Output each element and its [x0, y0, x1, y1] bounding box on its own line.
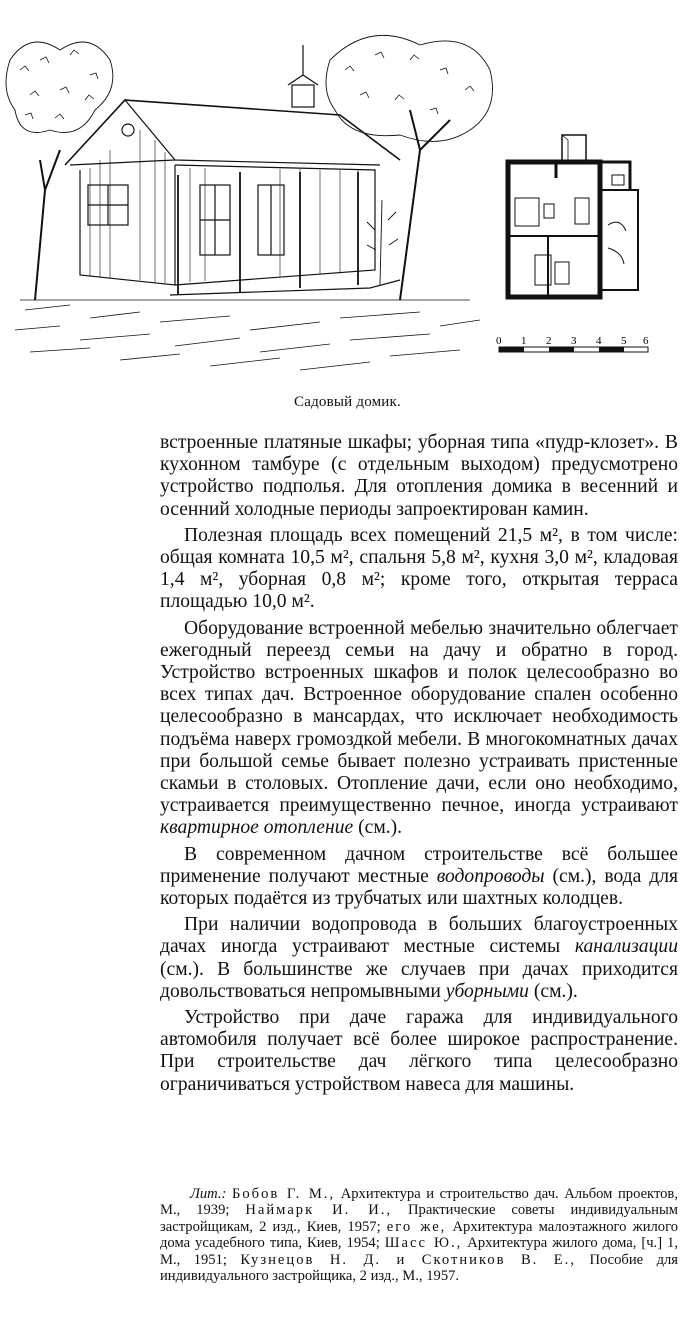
paragraph-3-tail: (см.).	[358, 817, 403, 839]
paragraph-6: Устройство при даче гаража для индивидуального автомобиля получает всё более широкое распространение. При строительстве дач лёгкого типа целесообразно ограничиваться устройством навеса для машины.	[160, 1007, 678, 1095]
cross-reference-link[interactable]: квартирное отопление	[160, 817, 354, 839]
floor-plan	[508, 135, 638, 297]
scale-label-6: 6	[643, 335, 649, 347]
scale-bar	[496, 335, 649, 352]
reference-title: Архитектура малоэтажного жилого дома усадебного типа, Киев, 1954;	[160, 1218, 679, 1252]
literature-references	[160, 1186, 678, 1284]
paragraph-5	[160, 914, 678, 1003]
author: Шасс Ю.,	[384, 1235, 463, 1252]
scale-label-4: 4	[596, 335, 602, 347]
paragraph-1: встроенные платяные шкафы; уборная типа «пудр-клозет». В кухонном тамбуре (с отдельным выходом) предусмотрено устройство подполья. Для отопления домика в весенний и осенний холодные периоды запроектирован камин.	[160, 432, 678, 520]
paragraph-4	[160, 844, 678, 911]
author: Кузнецов Н. Д. и Скотников В. Е.,	[240, 1251, 576, 1268]
article-body	[160, 432, 678, 1100]
cross-reference-link[interactable]: уборными	[445, 980, 529, 1002]
paragraph-2: Полезная площадь всех помещений 21,5 м², в том числе: общая комната 10,5 м², спальня 5,8 м², кухня 3,0 м², кладовая 1,4 м², уборная 0,8 м²; кроме того, открытая терраса площадью 10,0 м².	[160, 524, 678, 613]
paragraph-3-text: Оборудование встроенной мебелью значительно облегчает ежегодный переезд семьи на дачу и обратно в город. Устройство встроенных шкафов и полок целесообразно во всех типах дач. Встроенное оборудование спален особенно целесообразно в мансардах, что исключает необходимость подъёма наверх громоздкой мебели. В многокомнатных дачах при большой семье бывает полезно устраивать пристенные скамьи в столовых. Отопление дачи, если оно необходимо, устраивается преимущественно печное, иногда устраивают	[160, 617, 678, 817]
cross-reference-link[interactable]: канализации	[574, 936, 678, 958]
scale-label-5: 5	[621, 335, 627, 347]
paragraph-4-tail: (см.), вода для которых подаётся из трубчатых или шахтных колодцев.	[160, 865, 679, 910]
reference-title: Архитектура и строительство дач. Альбом проектов, М., 1939;	[160, 1186, 678, 1219]
scale-label-1: 1	[521, 335, 527, 347]
figure	[0, 0, 695, 390]
house-illustration	[6, 35, 493, 370]
scale-label-0: 0	[496, 335, 502, 347]
author: Наймарк И. И.,	[245, 1202, 393, 1219]
literature-label: Лит.:	[190, 1186, 227, 1202]
figure-caption: Садовый домик.	[294, 394, 401, 410]
reference-title: Пособие для индивидуального застройщика, 2 изд., М., 1957.	[160, 1251, 678, 1285]
paragraph-5-middle: (см.). В большинстве же случаев при дачах приходится довольствоваться непромывными	[160, 958, 678, 1002]
paragraph-4-text: В современном дачном строительстве всё большее применение получают местные	[160, 843, 678, 887]
paragraph-5-tail: (см.).	[533, 980, 578, 1002]
reference-title: Практические советы индивидуальным застройщикам, 2 изд., Киев, 1957;	[160, 1202, 678, 1235]
paragraph-5-text: При наличии водопровода в больших благоустроенных дачах иногда устраивают местные системы	[160, 914, 678, 958]
author: его же,	[386, 1218, 447, 1235]
paragraph-3	[160, 618, 678, 840]
cross-reference-link[interactable]: водопроводы	[436, 865, 545, 887]
scale-label-2: 2	[546, 335, 552, 347]
author: Бобов Г. М.,	[231, 1186, 336, 1202]
scale-label-3: 3	[571, 335, 577, 347]
reference-title: Архитектура жилого дома, [ч.] 1, М., 1951;	[160, 1235, 678, 1268]
